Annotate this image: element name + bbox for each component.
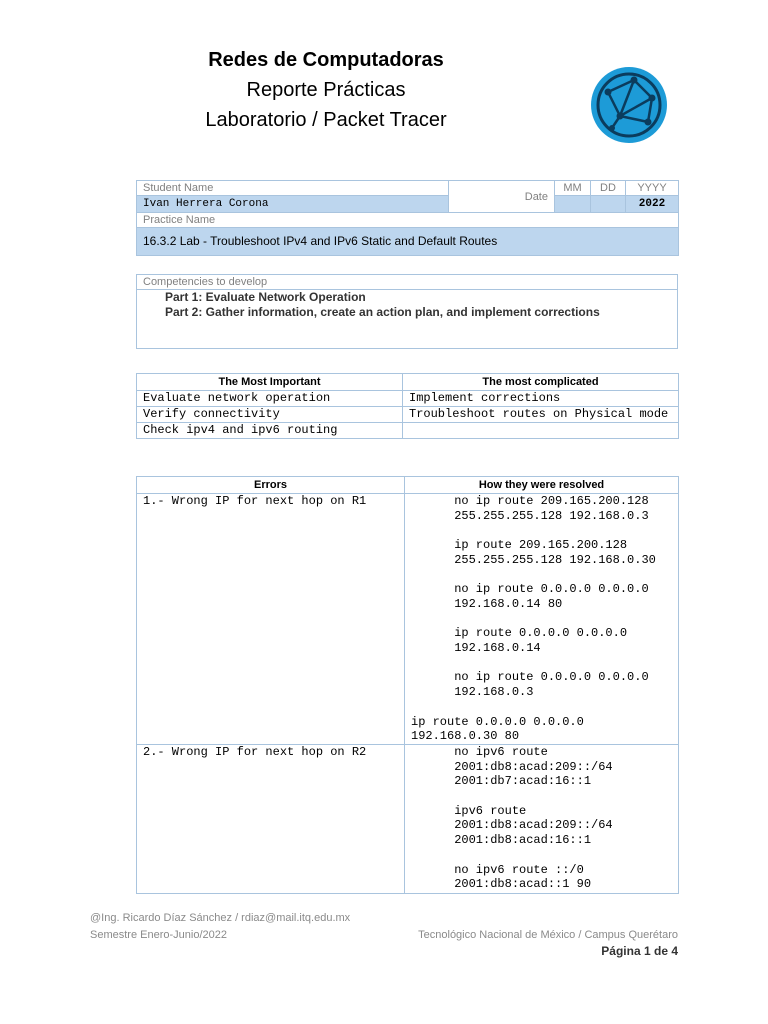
competencies-list [137, 290, 678, 349]
error-description: 2.- Wrong IP for next hop on R2 [137, 744, 405, 893]
day-value [591, 196, 626, 213]
footer-institution: Tecnológico Nacional de México / Campus Querétaro [418, 929, 678, 941]
table-cell: Verify connectivity [137, 407, 403, 423]
date-label: Date [449, 181, 555, 213]
page-number: Página 1 de 4 [601, 944, 678, 958]
error-resolution: no ipv6 route 2001:db8:acad:209::/64 2001:db7:acad:16::1 ipv6 route 2001:db8:acad:209::/64 2001:db8:acad:16::1 no ipv6 route ::/0 2001:db8:acad::1 90 [405, 744, 679, 893]
errors-header: Errors [137, 477, 405, 494]
year-value: 2022 [626, 196, 679, 213]
student-name-label: Student Name [137, 181, 449, 196]
table-row [137, 391, 679, 407]
title-block [150, 45, 502, 135]
footer-author: @Ing. Ricardo Díaz Sánchez / rdiaz@mail.itq.edu.mx [90, 912, 351, 924]
competency-item: Part 2: Gather information, create an action plan, and implement corrections [165, 305, 600, 319]
error-resolution: no ip route 209.165.200.128 255.255.255.128 192.168.0.3 ip route 209.165.200.128 255.255.255.128 192.168.0.30 no ip route 0.0.0.0 0.0.0.0 192.168.0.14 80 ip route 0.0.0.0 0.0.0.0 192.168.0.14 no ip route 0.0.0.0 0.0.0.0 192.168.0.3 ip route 0.0.0.0 0.0.0.0 192.168.0.30 80 [405, 494, 679, 745]
importance-table [136, 373, 679, 439]
table-cell: Implement corrections [403, 391, 679, 407]
table-cell: Troubleshoot routes on Physical mode [403, 407, 679, 423]
student-name-value: Ivan Herrera Corona [137, 196, 449, 213]
error-description: 1.- Wrong IP for next hop on R1 [137, 494, 405, 745]
practice-name-label: Practice Name [137, 213, 679, 228]
day-label: DD [591, 181, 626, 196]
student-info-table [136, 180, 679, 256]
competency-item: Part 1: Evaluate Network Operation [165, 290, 366, 304]
document-subtitle-2: Laboratorio / Packet Tracer [205, 109, 447, 131]
month-value [555, 196, 591, 213]
table-row [137, 494, 679, 745]
network-globe-logo [590, 66, 668, 144]
practice-name-value: 16.3.2 Lab - Troubleshoot IPv4 and IPv6 Static and Default Routes [137, 228, 679, 256]
year-label: YYYY [626, 181, 679, 196]
table-cell: Evaluate network operation [137, 391, 403, 407]
table-cell [403, 423, 679, 439]
month-label: MM [555, 181, 591, 196]
competencies-table [136, 274, 678, 349]
document-title: Redes de Computadoras [208, 49, 444, 71]
most-important-header: The Most Important [137, 374, 403, 391]
most-complicated-header: The most complicated [403, 374, 679, 391]
table-cell: Check ipv4 and ipv6 routing [137, 423, 403, 439]
resolution-header: How they were resolved [405, 477, 679, 494]
errors-table [136, 476, 679, 894]
document-subtitle: Reporte Prácticas [246, 79, 406, 101]
table-row [137, 744, 679, 893]
competencies-label: Competencies to develop [137, 275, 678, 290]
footer-semester: Semestre Enero-Junio/2022 [90, 929, 227, 941]
table-row [137, 423, 679, 439]
table-row [137, 407, 679, 423]
